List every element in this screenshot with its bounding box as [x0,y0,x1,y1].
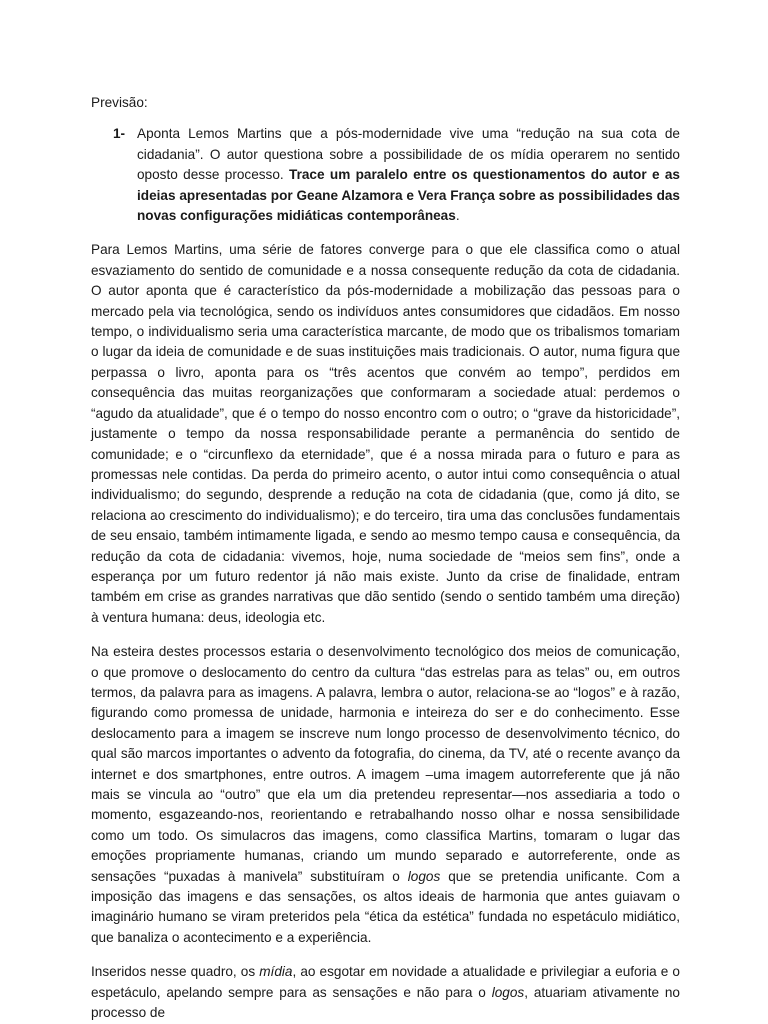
paragraph-3 [91,962,680,1023]
paragraph-3-italic-2: logos [491,984,525,1000]
paragraph-2 [91,642,680,948]
paragraph-3-part-2: , ao esgotar em novidade a atualidade e privilegiar a euforia e o espetáculo, apelando sempre para as sensações e não para o [91,964,680,1000]
heading-previsao: Previsão: [91,95,148,110]
question-number: 1- [113,126,126,142]
question-normal-text: Aponta Lemos Martins que a pós-modernidade vive uma “redução na sua cota de cidadania”. O autor questiona sobre a possibilidade de os mídia operarem no sentido oposto desse processo. [137,126,680,183]
paragraph-2-part-2: que se pretendia unificante. Com a imposição das imagens e das sensações, os altos ideais de harmonia que antes guiavam o imaginário humano se viram preteridos pela “ética da estética” fundada no espetáculo midiático, que banaliza o acontecimento e a experiência. [91,868,680,945]
question-bold-text: Trace um paralelo entre os questionamentos do autor e as ideias apresentadas por Geane Alzamora e Vera França sobre as possibilidades das novas configurações midiáticas contemporâneas [137,167,680,224]
paragraph-2-part-1: Na esteira destes processos estaria o desenvolvimento tecnológico dos meios de comunicação, o que promove o deslocamento do centro da cultura “das estrelas para as telas” ou, em outros termos, da palavra para as imagens. A palavra, lembra o autor, relaciona-se ao “logos” e à razão, figurando como promessa de unidade, harmonia e inteireza do ser e do conhecimento. Esse deslocamento para a imagem se inscreve num longo processo de desenvolvimento técnico, do qual são marcos importantes o advento da fotografia, do cinema, da TV, até o recente avanço da internet e dos smartphones, entre outros. A imagem –uma imagem autorreferente que já não mais se vincula ao “outro” que ela um dia pretendeu representar—nos assediaria a todo o momento, esgazeando-nos, reorientando e retrabalhando nosso olhar e nossa sensibilidade como um todo. Os simulacros das imagens, como classifica Martins, tomaram o lugar das emoções propriamente humanas, criando um mundo separado e autorreferente, onde as sensações “puxadas à manivela” substituíram o [91,644,680,884]
question-end-text: . [455,208,460,224]
paragraph-3-italic-1: mídia [259,964,293,980]
question-text [137,124,680,226]
paragraph-1: Para Lemos Martins, uma série de fatores converge para o que ele classifica como o atual esvaziamento do sentido de comunidade e a nossa consequente redução da cota de cidadania. O autor aponta que é característico da pós-modernidade a mobilização das pessoas para o mercado pela via tecnológica, sendo os indivíduos antes consumidores que cidadãos. Em nosso tempo, o individualismo seria uma característica marcante, de modo que os tribalismos tomariam o lugar da ideia de comunidade e de suas instituições mais tradicionais. O autor, numa figura que perpassa o livro, aponta para os “três acentos que convém ao tempo”, perdidos em consequência das muitas reorganizações que conformaram a sociedade atual: perdemos o “agudo da atualidade”, que é o tempo do nosso encontro com o outro; o “grave da historicidade”, justamente o tempo da nossa responsabilidade perante a permanência do sentido de comunidade; e o “circunflexo da eternidade”, que é a nossa mirada para o futuro e para as promessas nele contidas. Da perda do primeiro acento, o autor intui como consequência o atual individualismo; do segundo, desprende a redução na cota de cidadania (que, como já dito, se relaciona ao crescimento do individualismo); e do terceiro, tira uma das conclusões fundamentais de seu ensaio, também intimamente ligada, e sendo ao mesmo tempo causa e consequência, da redução da cota de cidadania: vivemos, hoje, numa sociedade de “meios sem fins”, onde a esperança por um futuro redentor já não mais existe. Junto da crise de finalidade, entram também em crise as grandes narrativas que dão sentido (sendo o sentido também uma direção) à ventura humana: deus, ideologia etc. [91,242,680,625]
paragraph-2-italic: logos [407,868,441,884]
paragraph-3-part-3: , atuariam ativamente no processo de [91,984,680,1021]
paragraph-3-part-1: Inseridos nesse quadro, os [91,964,260,980]
question-item [91,124,680,226]
